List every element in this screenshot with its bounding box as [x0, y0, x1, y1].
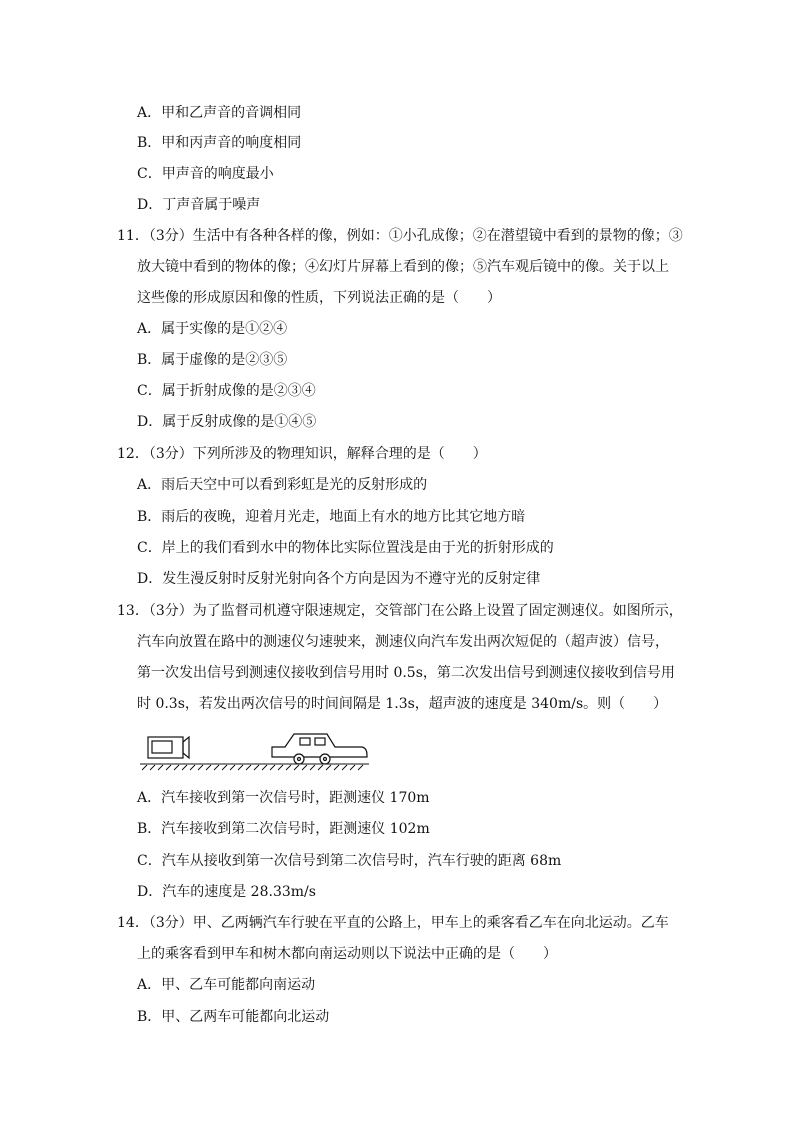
road-icon — [140, 764, 369, 770]
q11-option-c: C．属于折射成像的是②③④ — [137, 383, 316, 399]
q12-stem-line-1: 12．（3分）下列所涉及的物理知识，解释合理的是（ ） — [117, 446, 487, 462]
q12-option-b: B．雨后的夜晚，迎着月光走，地面上有水的地方比其它地方暗 — [137, 509, 526, 525]
q11-option-d: D．属于反射成像的是①④⑤ — [137, 414, 317, 430]
speed-detector-figure — [137, 728, 372, 774]
q12-option-d: D．发生漫反射时反射光射向各个方向是因为不遵守光的反射定律 — [137, 571, 541, 587]
q14-stem-line-1: 14．（3分）甲、乙两辆汽车行驶在平直的公路上，甲车上的乘客看乙车在向北运动。乙车 — [117, 915, 669, 931]
q12-option-c: C．岸上的我们看到水中的物体比实际位置浅是由于光的折射形成的 — [137, 540, 554, 556]
q10-option-a: A．甲和乙声音的音调相同 — [137, 105, 302, 121]
speed-detector-icon — [148, 737, 189, 758]
q14-stem-line-2: 上的乘客看到甲车和树木都向南运动则以下说法中正确的是（ ） — [137, 946, 557, 962]
q13-stem-line-1: 13．（3分）为了监督司机遵守限速规定，交管部门在公路上设置了固定测速仪。如图所示， — [117, 603, 683, 619]
q11-option-a: A．属于实像的是①②④ — [137, 321, 288, 337]
q10-option-b: B．甲和丙声音的响度相同 — [137, 135, 302, 151]
q11-option-b: B．属于虚像的是②③⑤ — [137, 352, 288, 368]
q13-stem-line-2: 汽车向放置在路中的测速仪匀速驶来，测速仪向汽车发出两次短促的（超声波）信号， — [137, 634, 669, 650]
q10-option-c: C．甲声音的响度最小 — [137, 166, 274, 182]
q13-option-c: C．汽车从接收到第一次信号到第二次信号时，汽车行驶的距离 68m — [137, 853, 562, 869]
q13-option-a: A．汽车接收到第一次信号时，距测速仪 170m — [137, 790, 430, 806]
q13-stem-line-4: 时 0.3s，若发出两次信号的时间间隔是 1.3s，超声波的速度是 340m/s。则（ ） — [137, 696, 668, 712]
q10-option-d: D．丁声音属于噪声 — [137, 197, 261, 213]
q14-option-a: A．甲、乙车可能都向南运动 — [137, 977, 316, 993]
q11-stem-line-2: 放大镜中看到的物体的像；④幻灯片屏幕上看到的像；⑤汽车观后镜中的像。关于以上 — [137, 259, 669, 275]
q13-option-d: D．汽车的速度是 28.33m/s — [137, 884, 316, 900]
q13-option-b: B．汽车接收到第二次信号时，距测速仪 102m — [137, 821, 430, 837]
q11-stem-line-1: 11．（3分）生活中有各种各样的像，例如：①小孔成像；②在潜望镜中看到的景物的像；③ — [117, 228, 683, 244]
q12-option-a: A．雨后天空中可以看到彩虹是光的反射形成的 — [137, 477, 428, 493]
q14-option-b: B．甲、乙两车可能都向北运动 — [137, 1009, 330, 1025]
car-icon — [272, 734, 367, 764]
q11-stem-line-3: 这些像的形成原因和像的性质，下列说法正确的是（ ） — [137, 290, 501, 306]
q13-stem-line-3: 第一次发出信号到测速仪接收到信号用时 0.5s，第二次发出信号到测速仪接收到信号用 — [137, 665, 675, 681]
